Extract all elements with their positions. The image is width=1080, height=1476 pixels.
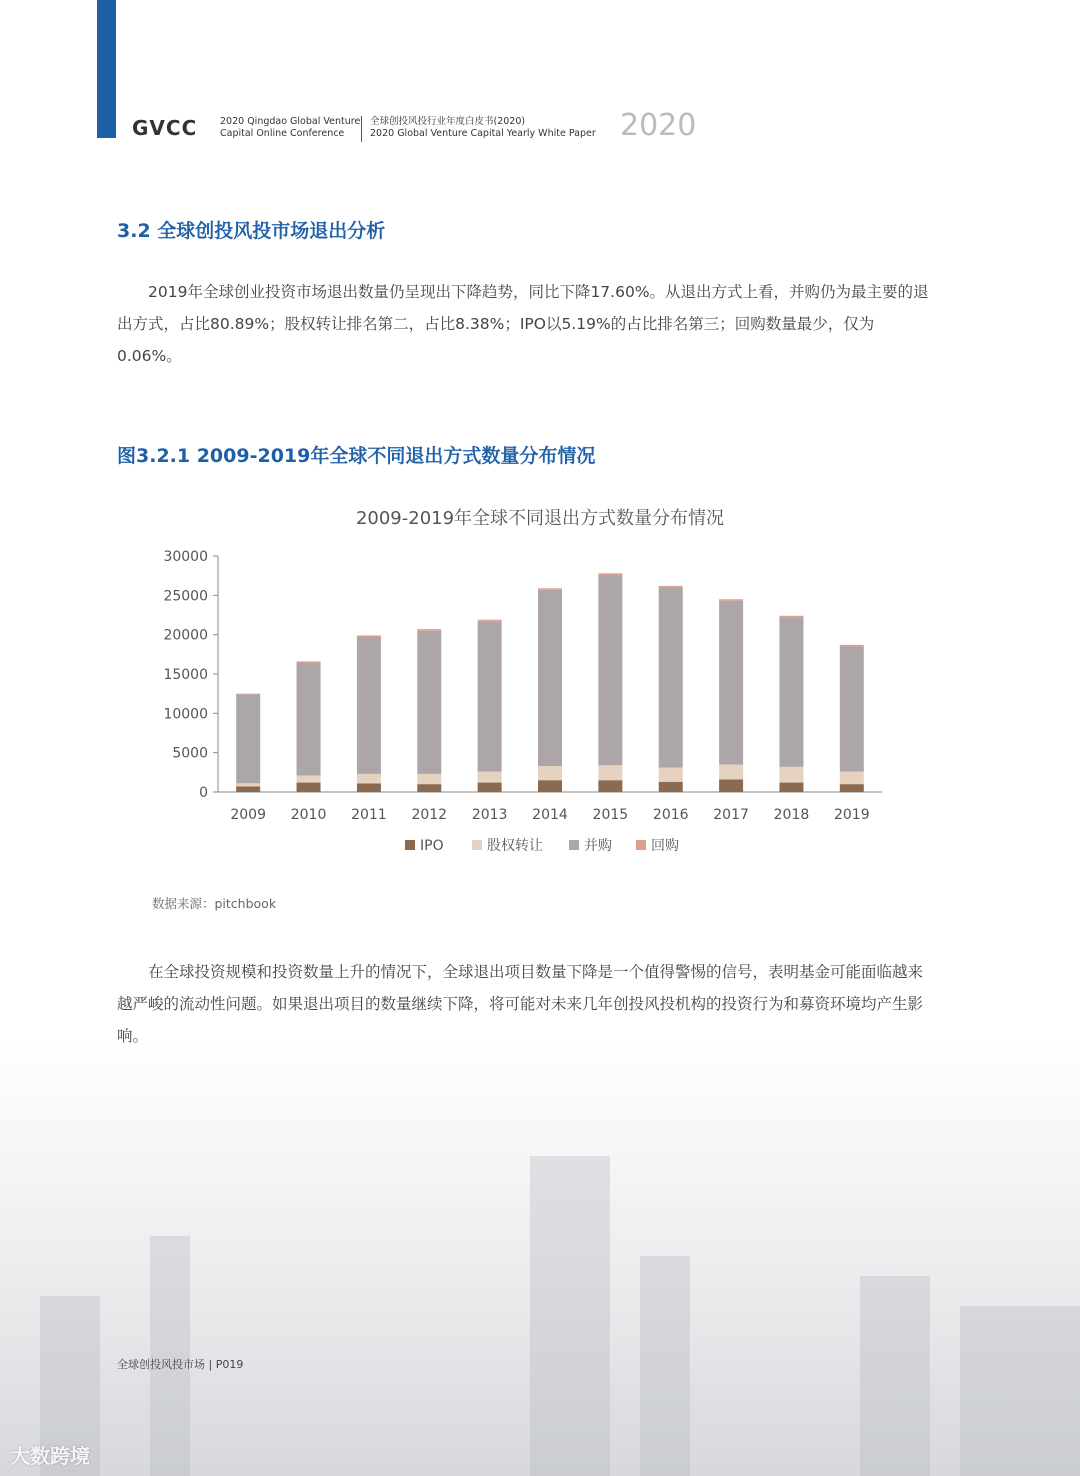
x-tick-label: 2009 xyxy=(230,807,267,823)
bar-segment xyxy=(840,772,864,785)
bar-segment xyxy=(478,772,502,783)
bar-segment xyxy=(538,590,562,766)
x-tick-label: 2012 xyxy=(411,807,448,823)
gvcc-logo: GVCC xyxy=(132,116,198,140)
bar-segment xyxy=(538,766,562,780)
y-tick-label: 0 xyxy=(199,785,208,801)
x-tick-label: 2017 xyxy=(713,807,749,823)
x-tick-label: 2010 xyxy=(290,807,327,823)
bar-segment xyxy=(538,588,562,590)
figure-title: 图3.2.1 2009-2019年全球不同退出方式数量分布情况 xyxy=(117,445,596,467)
bar-segment xyxy=(478,620,502,622)
bar-segment xyxy=(357,774,381,783)
y-tick-label: 5000 xyxy=(172,745,208,762)
bar-segment xyxy=(659,586,683,588)
whitepaper-title-cn: 全球创投风投行业年度白皮书(2020) xyxy=(370,116,526,127)
conference-name xyxy=(220,116,360,140)
bar-segment xyxy=(357,783,381,792)
bar-segment xyxy=(779,767,803,783)
building-shape xyxy=(640,1256,690,1476)
x-tick-label: 2011 xyxy=(351,807,387,823)
bar-segment xyxy=(840,646,864,771)
bar-segment xyxy=(779,616,803,618)
bar-segment xyxy=(719,599,743,601)
whitepaper-title-en: 2020 Global Venture Capital Yearly White Paper xyxy=(370,128,596,139)
bar-segment xyxy=(417,784,441,792)
bar-segment xyxy=(417,631,441,774)
conference-line-1: 2020 Qingdao Global Venture xyxy=(220,116,361,127)
x-tick-label: 2014 xyxy=(532,807,568,823)
bar-segment xyxy=(417,774,441,784)
legend-swatch xyxy=(636,840,646,850)
bar-segment xyxy=(598,573,622,575)
header-year: 2020 xyxy=(620,108,697,143)
legend-label: 股权转让 xyxy=(487,838,543,854)
bar-segment xyxy=(538,780,562,792)
bar-segment xyxy=(236,783,260,786)
bar-segment xyxy=(719,764,743,779)
x-tick-label: 2018 xyxy=(773,807,810,823)
building-shape xyxy=(960,1306,1080,1476)
x-tick-label: 2019 xyxy=(833,807,870,823)
bar-segment xyxy=(719,779,743,792)
chart-title: 2009-2019年全球不同退出方式数量分布情况 xyxy=(355,508,725,529)
bar-segment xyxy=(598,780,622,792)
bar-segment xyxy=(297,661,321,663)
bar-segment xyxy=(236,694,260,783)
bar-segment xyxy=(357,637,381,774)
y-tick-label: 20000 xyxy=(163,627,208,644)
page-footer: 全球创投风投市场 | P019 xyxy=(117,1358,244,1371)
building-shape xyxy=(860,1276,930,1476)
bar-segment xyxy=(840,645,864,647)
header-divider xyxy=(361,116,362,142)
bar-segment xyxy=(779,617,803,766)
bar-segment xyxy=(297,775,321,782)
bar-segment xyxy=(659,782,683,792)
bar-segment xyxy=(297,663,321,775)
x-tick-label: 2016 xyxy=(652,807,689,823)
legend-label: IPO xyxy=(420,838,444,854)
y-tick-label: 10000 xyxy=(163,706,208,723)
legend-swatch xyxy=(569,840,579,850)
bar-segment xyxy=(357,635,381,637)
bar-segment xyxy=(659,768,683,782)
x-tick-label: 2015 xyxy=(592,807,629,823)
y-tick-label: 30000 xyxy=(163,549,208,565)
watermark-logo: 大数跨境 xyxy=(10,1444,90,1468)
background-cityscape xyxy=(0,1036,1080,1476)
conference-line-2: Capital Online Conference xyxy=(220,128,345,139)
bar-segment xyxy=(840,784,864,792)
bar-segment xyxy=(719,601,743,765)
section-title: 3.2 全球创投风投市场退出分析 xyxy=(117,220,386,242)
y-tick-label: 25000 xyxy=(163,588,208,605)
legend-swatch xyxy=(472,840,482,850)
bar-segment xyxy=(478,621,502,771)
intro-paragraph: 2019年全球创业投资市场退出数量仍呈现出下降趋势，同比下降17.60%。从退出方式上看，并购仍为最主要的退出方式，占比80.89%；股权转让排名第二，占比8.38%；IPO以5.19%的占比排名第三；回购数量最少，仅为0.06%。 xyxy=(117,283,929,365)
bar-segment xyxy=(598,765,622,780)
bar-segment xyxy=(598,575,622,765)
bar-segment xyxy=(236,786,260,792)
bar-segment xyxy=(297,783,321,792)
legend-swatch xyxy=(405,840,415,850)
data-source: 数据来源：pitchbook xyxy=(152,896,277,911)
y-tick-label: 15000 xyxy=(163,667,208,683)
legend-label: 回购 xyxy=(651,838,679,854)
conclusion-paragraph: 在全球投资规模和投资数量上升的情况下，全球退出项目数量下降是一个值得警惕的信号，表明基金可能面临越来越严峻的流动性问题。如果退出项目的数量继续下降，将可能对未来几年创投风投机构的投资行为和募资环境均产生影响。 xyxy=(117,963,924,1045)
bar-segment xyxy=(659,587,683,767)
bar-segment xyxy=(779,783,803,792)
building-shape xyxy=(530,1156,610,1476)
legend-label: 并购 xyxy=(584,838,612,854)
chart-svg xyxy=(140,495,940,870)
exit-methods-chart xyxy=(140,495,940,870)
header-accent-bar xyxy=(97,0,116,138)
bar-segment xyxy=(236,694,260,695)
bar-segment xyxy=(478,783,502,792)
whitepaper-title xyxy=(370,116,596,140)
bar-segment xyxy=(417,629,441,631)
x-tick-label: 2013 xyxy=(471,807,508,823)
